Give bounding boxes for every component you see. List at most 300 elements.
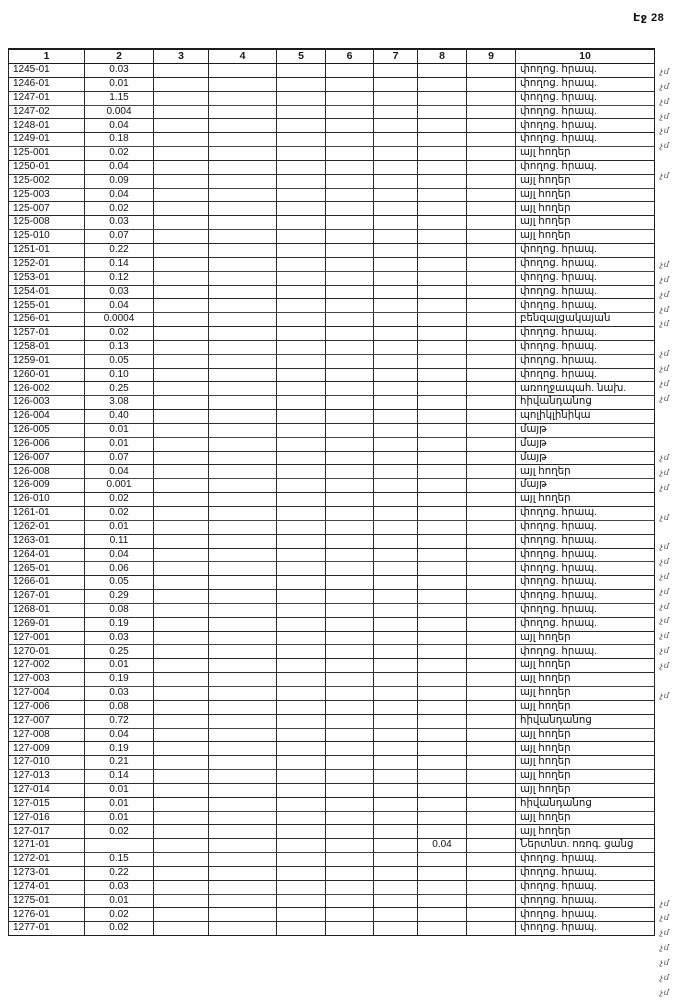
col8-value-cell xyxy=(418,894,467,908)
table-row xyxy=(9,590,655,604)
parcel-code-cell: 1246-01 xyxy=(9,77,85,91)
area-value-cell: 0.02 xyxy=(85,507,154,521)
col4-cell xyxy=(209,659,277,673)
col4-cell xyxy=(209,133,277,147)
col8-value-cell xyxy=(418,147,467,161)
col5-cell xyxy=(277,299,326,313)
col6-cell xyxy=(326,77,374,91)
col7-cell xyxy=(374,853,418,867)
col9-cell xyxy=(467,548,516,562)
col3-cell xyxy=(154,797,209,811)
col9-cell xyxy=(467,216,516,230)
col8-value-cell xyxy=(418,368,467,382)
land-use-cell: փողոց. հրապ. xyxy=(516,119,655,133)
land-parcel-table xyxy=(8,48,655,936)
area-value-cell: 0.29 xyxy=(85,590,154,604)
parcel-code-cell: 127-001 xyxy=(9,631,85,645)
col7-cell xyxy=(374,908,418,922)
col6-cell xyxy=(326,188,374,202)
area-value-cell: 0.19 xyxy=(85,617,154,631)
table-row xyxy=(9,423,655,437)
col3-cell xyxy=(154,271,209,285)
handwritten-margin-note: չմ xyxy=(660,378,670,388)
col3-cell xyxy=(154,410,209,424)
parcel-code-cell: 1269-01 xyxy=(9,617,85,631)
parcel-code-cell: 126-002 xyxy=(9,382,85,396)
col5-cell xyxy=(277,327,326,341)
area-value-cell: 0.02 xyxy=(85,825,154,839)
area-value-cell: 0.11 xyxy=(85,534,154,548)
handwritten-margin-note: չմ xyxy=(660,364,670,373)
handwritten-margin-note: չմ xyxy=(660,512,670,522)
handwritten-margin-note: չմ xyxy=(660,81,670,91)
area-value-cell: 0.08 xyxy=(85,603,154,617)
col3-cell xyxy=(154,880,209,894)
col7-cell xyxy=(374,479,418,493)
col4-cell xyxy=(209,410,277,424)
col8-value-cell xyxy=(418,770,467,784)
parcel-code-cell: 126-004 xyxy=(9,410,85,424)
col9-cell xyxy=(467,562,516,576)
col9-cell xyxy=(467,617,516,631)
land-use-cell: փողոց. հրապ. xyxy=(516,354,655,368)
col6-cell xyxy=(326,507,374,521)
col4-cell xyxy=(209,603,277,617)
col8-value-cell xyxy=(418,423,467,437)
col4-cell xyxy=(209,160,277,174)
col7-cell xyxy=(374,576,418,590)
col3-cell xyxy=(154,216,209,230)
column-header-5: 5 xyxy=(277,49,326,64)
handwritten-margin-note: չմ xyxy=(660,586,670,596)
col9-cell xyxy=(467,479,516,493)
col7-cell xyxy=(374,368,418,382)
col3-cell xyxy=(154,77,209,91)
col3-cell xyxy=(154,617,209,631)
table-row xyxy=(9,493,655,507)
area-value-cell: 0.02 xyxy=(85,908,154,922)
area-value-cell: 0.03 xyxy=(85,64,154,78)
table-row xyxy=(9,534,655,548)
col6-cell xyxy=(326,493,374,507)
col4-cell xyxy=(209,562,277,576)
column-header-6: 6 xyxy=(326,49,374,64)
col3-cell xyxy=(154,340,209,354)
col3-cell xyxy=(154,507,209,521)
col3-cell xyxy=(154,133,209,147)
parcel-code-cell: 1270-01 xyxy=(9,645,85,659)
handwritten-margin-note: չմ xyxy=(660,170,670,180)
col4-cell xyxy=(209,437,277,451)
table-row xyxy=(9,160,655,174)
land-use-cell: հիվանդանոց xyxy=(516,797,655,811)
area-value-cell: 0.02 xyxy=(85,493,154,507)
col4-cell xyxy=(209,811,277,825)
col4-cell xyxy=(209,230,277,244)
col5-cell xyxy=(277,866,326,880)
parcel-code-cell: 1265-01 xyxy=(9,562,85,576)
col3-cell xyxy=(154,257,209,271)
parcel-code-cell: 1253-01 xyxy=(9,271,85,285)
col7-cell xyxy=(374,437,418,451)
col8-value-cell xyxy=(418,105,467,119)
col6-cell xyxy=(326,64,374,78)
area-value-cell: 3.08 xyxy=(85,396,154,410)
parcel-code-cell: 1245-01 xyxy=(9,64,85,78)
col8-value-cell xyxy=(418,908,467,922)
table-row xyxy=(9,714,655,728)
col9-cell xyxy=(467,160,516,174)
col7-cell xyxy=(374,562,418,576)
table-row xyxy=(9,520,655,534)
land-use-cell: փողոց. հրապ. xyxy=(516,327,655,341)
col3-cell xyxy=(154,839,209,853)
col8-value-cell xyxy=(418,160,467,174)
col4-cell xyxy=(209,742,277,756)
col3-cell xyxy=(154,853,209,867)
area-value-cell: 0.13 xyxy=(85,340,154,354)
col4-cell xyxy=(209,825,277,839)
land-use-cell: փողոց. հրապ. xyxy=(516,257,655,271)
parcel-code-cell: 1262-01 xyxy=(9,520,85,534)
col6-cell xyxy=(326,617,374,631)
parcel-code-cell: 1248-01 xyxy=(9,119,85,133)
parcel-code-cell: 127-006 xyxy=(9,700,85,714)
col3-cell xyxy=(154,451,209,465)
col7-cell xyxy=(374,590,418,604)
table-row xyxy=(9,617,655,631)
parcel-code-cell: 1252-01 xyxy=(9,257,85,271)
col5-cell xyxy=(277,340,326,354)
col9-cell xyxy=(467,119,516,133)
col5-cell xyxy=(277,451,326,465)
land-use-cell: այլ հողեր xyxy=(516,230,655,244)
col5-cell xyxy=(277,119,326,133)
col4-cell xyxy=(209,299,277,313)
handwritten-margin-note: չմ xyxy=(660,943,670,953)
col4-cell xyxy=(209,686,277,700)
land-use-cell: մայթ xyxy=(516,479,655,493)
col5-cell xyxy=(277,91,326,105)
col8-value-cell xyxy=(418,202,467,216)
col9-cell xyxy=(467,105,516,119)
col5-cell xyxy=(277,216,326,230)
col7-cell xyxy=(374,645,418,659)
col9-cell xyxy=(467,797,516,811)
col7-cell xyxy=(374,728,418,742)
land-use-cell: այլ հողեր xyxy=(516,756,655,770)
table-row xyxy=(9,91,655,105)
land-use-cell: այլ հողեր xyxy=(516,493,655,507)
col3-cell xyxy=(154,520,209,534)
parcel-code-cell: 1266-01 xyxy=(9,576,85,590)
col8-value-cell xyxy=(418,507,467,521)
col8-value-cell xyxy=(418,811,467,825)
col4-cell xyxy=(209,368,277,382)
table-row xyxy=(9,631,655,645)
col8-value-cell xyxy=(418,562,467,576)
col9-cell xyxy=(467,673,516,687)
col8-value-cell xyxy=(418,133,467,147)
col8-value-cell xyxy=(418,340,467,354)
col3-cell xyxy=(154,423,209,437)
col4-cell xyxy=(209,313,277,327)
col7-cell xyxy=(374,188,418,202)
col5-cell xyxy=(277,714,326,728)
col9-cell xyxy=(467,437,516,451)
parcel-code-cell: 1249-01 xyxy=(9,133,85,147)
table-row xyxy=(9,216,655,230)
col3-cell xyxy=(154,243,209,257)
area-value-cell: 0.21 xyxy=(85,756,154,770)
col6-cell xyxy=(326,797,374,811)
area-value-cell: 0.02 xyxy=(85,922,154,936)
handwritten-margin-note: չմ xyxy=(660,67,670,76)
col6-cell xyxy=(326,534,374,548)
col7-cell xyxy=(374,202,418,216)
area-value-cell: 0.02 xyxy=(85,147,154,161)
col9-cell xyxy=(467,188,516,202)
area-value-cell: 0.01 xyxy=(85,783,154,797)
col9-cell xyxy=(467,686,516,700)
parcel-code-cell: 1271-01 xyxy=(9,839,85,853)
col5-cell xyxy=(277,908,326,922)
col7-cell xyxy=(374,160,418,174)
table-row xyxy=(9,105,655,119)
handwritten-margin-note: չմ xyxy=(660,349,670,359)
col5-cell xyxy=(277,797,326,811)
col6-cell xyxy=(326,271,374,285)
parcel-code-cell: 1277-01 xyxy=(9,922,85,936)
parcel-code-cell: 125-010 xyxy=(9,230,85,244)
table-row xyxy=(9,271,655,285)
area-value-cell: 0.19 xyxy=(85,742,154,756)
col4-cell xyxy=(209,188,277,202)
col6-cell xyxy=(326,160,374,174)
land-use-cell: փողոց. հրապ. xyxy=(516,534,655,548)
col6-cell xyxy=(326,327,374,341)
area-value-cell: 0.72 xyxy=(85,714,154,728)
land-use-cell: այլ հողեր xyxy=(516,770,655,784)
col9-cell xyxy=(467,922,516,936)
land-use-cell: փողոց. հրապ. xyxy=(516,243,655,257)
handwritten-margin-note: չմ xyxy=(660,482,670,492)
page-number-label: Էջ 28 xyxy=(633,12,665,24)
land-use-cell: այլ հողեր xyxy=(516,188,655,202)
handwritten-margin-note: չմ xyxy=(660,571,670,581)
parcel-code-cell: 1267-01 xyxy=(9,590,85,604)
parcel-code-cell: 127-007 xyxy=(9,714,85,728)
col4-cell xyxy=(209,590,277,604)
col8-value-cell xyxy=(418,922,467,936)
col3-cell xyxy=(154,368,209,382)
col5-cell xyxy=(277,271,326,285)
area-value-cell: 0.03 xyxy=(85,880,154,894)
col7-cell xyxy=(374,493,418,507)
col9-cell xyxy=(467,327,516,341)
col4-cell xyxy=(209,853,277,867)
col6-cell xyxy=(326,894,374,908)
parcel-code-cell: 127-002 xyxy=(9,659,85,673)
col4-cell xyxy=(209,797,277,811)
col5-cell xyxy=(277,188,326,202)
col9-cell xyxy=(467,313,516,327)
area-value-cell: 0.01 xyxy=(85,423,154,437)
land-use-cell: այլ հողեր xyxy=(516,202,655,216)
col4-cell xyxy=(209,257,277,271)
parcel-code-cell: 1258-01 xyxy=(9,340,85,354)
col9-cell xyxy=(467,853,516,867)
area-value-cell: 0.01 xyxy=(85,437,154,451)
col5-cell xyxy=(277,437,326,451)
handwritten-margin-note: չմ xyxy=(660,542,670,552)
col9-cell xyxy=(467,354,516,368)
col6-cell xyxy=(326,728,374,742)
col5-cell xyxy=(277,603,326,617)
col9-cell xyxy=(467,811,516,825)
parcel-code-cell: 1263-01 xyxy=(9,534,85,548)
col8-value-cell xyxy=(418,285,467,299)
col4-cell xyxy=(209,673,277,687)
col9-cell xyxy=(467,659,516,673)
col6-cell xyxy=(326,299,374,313)
land-use-cell: փողոց. հրապ. xyxy=(516,576,655,590)
area-value-cell: 0.18 xyxy=(85,133,154,147)
col6-cell xyxy=(326,603,374,617)
land-use-cell: այլ հողեր xyxy=(516,811,655,825)
col5-cell xyxy=(277,147,326,161)
col6-cell xyxy=(326,742,374,756)
col9-cell xyxy=(467,396,516,410)
col5-cell xyxy=(277,576,326,590)
handwritten-margin-note: չմ xyxy=(660,928,670,938)
area-value-cell: 0.05 xyxy=(85,354,154,368)
col7-cell xyxy=(374,410,418,424)
table-row xyxy=(9,354,655,368)
col6-cell xyxy=(326,91,374,105)
col3-cell xyxy=(154,396,209,410)
handwritten-margin-note: չմ xyxy=(660,304,670,314)
col9-cell xyxy=(467,465,516,479)
land-use-cell: այլ հողեր xyxy=(516,216,655,230)
col6-cell xyxy=(326,839,374,853)
col3-cell xyxy=(154,590,209,604)
parcel-code-cell: 126-003 xyxy=(9,396,85,410)
col8-value-cell xyxy=(418,714,467,728)
col5-cell xyxy=(277,313,326,327)
col3-cell xyxy=(154,174,209,188)
col8-value-cell xyxy=(418,230,467,244)
col7-cell xyxy=(374,797,418,811)
col6-cell xyxy=(326,714,374,728)
handwritten-margin-note: չմ xyxy=(660,601,670,611)
table-row xyxy=(9,825,655,839)
table-row xyxy=(9,285,655,299)
col9-cell xyxy=(467,368,516,382)
table-row xyxy=(9,340,655,354)
table-row xyxy=(9,659,655,673)
area-value-cell: 0.04 xyxy=(85,188,154,202)
col7-cell xyxy=(374,866,418,880)
col8-value-cell xyxy=(418,271,467,285)
land-use-cell: փողոց. հրապ. xyxy=(516,866,655,880)
col5-cell xyxy=(277,396,326,410)
parcel-code-cell: 127-004 xyxy=(9,686,85,700)
table-row xyxy=(9,700,655,714)
col7-cell xyxy=(374,770,418,784)
parcel-code-cell: 126-006 xyxy=(9,437,85,451)
col5-cell xyxy=(277,562,326,576)
col8-value-cell: 0.04 xyxy=(418,839,467,853)
col6-cell xyxy=(326,257,374,271)
col3-cell xyxy=(154,673,209,687)
col9-cell xyxy=(467,77,516,91)
table-row xyxy=(9,243,655,257)
table-row xyxy=(9,64,655,78)
table-row xyxy=(9,783,655,797)
col6-cell xyxy=(326,866,374,880)
col6-cell xyxy=(326,562,374,576)
col7-cell xyxy=(374,313,418,327)
col3-cell xyxy=(154,756,209,770)
land-use-cell: այլ հողեր xyxy=(516,465,655,479)
parcel-code-cell: 1257-01 xyxy=(9,327,85,341)
col9-cell xyxy=(467,520,516,534)
col5-cell xyxy=(277,853,326,867)
parcel-code-cell: 1250-01 xyxy=(9,160,85,174)
col3-cell xyxy=(154,700,209,714)
col7-cell xyxy=(374,451,418,465)
col3-cell xyxy=(154,548,209,562)
area-value-cell: 0.03 xyxy=(85,686,154,700)
col3-cell xyxy=(154,465,209,479)
area-value-cell: 0.07 xyxy=(85,230,154,244)
col4-cell xyxy=(209,479,277,493)
land-use-cell: փողոց. հրապ. xyxy=(516,853,655,867)
col8-value-cell xyxy=(418,64,467,78)
col6-cell xyxy=(326,437,374,451)
parcel-code-cell: 125-008 xyxy=(9,216,85,230)
land-use-cell: այլ հողեր xyxy=(516,673,655,687)
col4-cell xyxy=(209,700,277,714)
col4-cell xyxy=(209,382,277,396)
col6-cell xyxy=(326,119,374,133)
area-value-cell: 0.22 xyxy=(85,243,154,257)
col9-cell xyxy=(467,451,516,465)
parcel-code-cell: 1260-01 xyxy=(9,368,85,382)
col7-cell xyxy=(374,382,418,396)
col4-cell xyxy=(209,520,277,534)
col9-cell xyxy=(467,64,516,78)
col3-cell xyxy=(154,603,209,617)
col5-cell xyxy=(277,423,326,437)
col5-cell xyxy=(277,410,326,424)
col4-cell xyxy=(209,880,277,894)
parcel-code-cell: 1261-01 xyxy=(9,507,85,521)
col7-cell xyxy=(374,271,418,285)
col6-cell xyxy=(326,880,374,894)
col7-cell xyxy=(374,285,418,299)
col8-value-cell xyxy=(418,493,467,507)
handwritten-margin-note: չմ xyxy=(660,126,670,136)
land-use-cell: փողոց. հրապ. xyxy=(516,645,655,659)
table-row xyxy=(9,133,655,147)
parcel-code-cell: 126-008 xyxy=(9,465,85,479)
land-use-cell: այլ հողեր xyxy=(516,700,655,714)
parcel-code-cell: 126-009 xyxy=(9,479,85,493)
col8-value-cell xyxy=(418,77,467,91)
col7-cell xyxy=(374,340,418,354)
